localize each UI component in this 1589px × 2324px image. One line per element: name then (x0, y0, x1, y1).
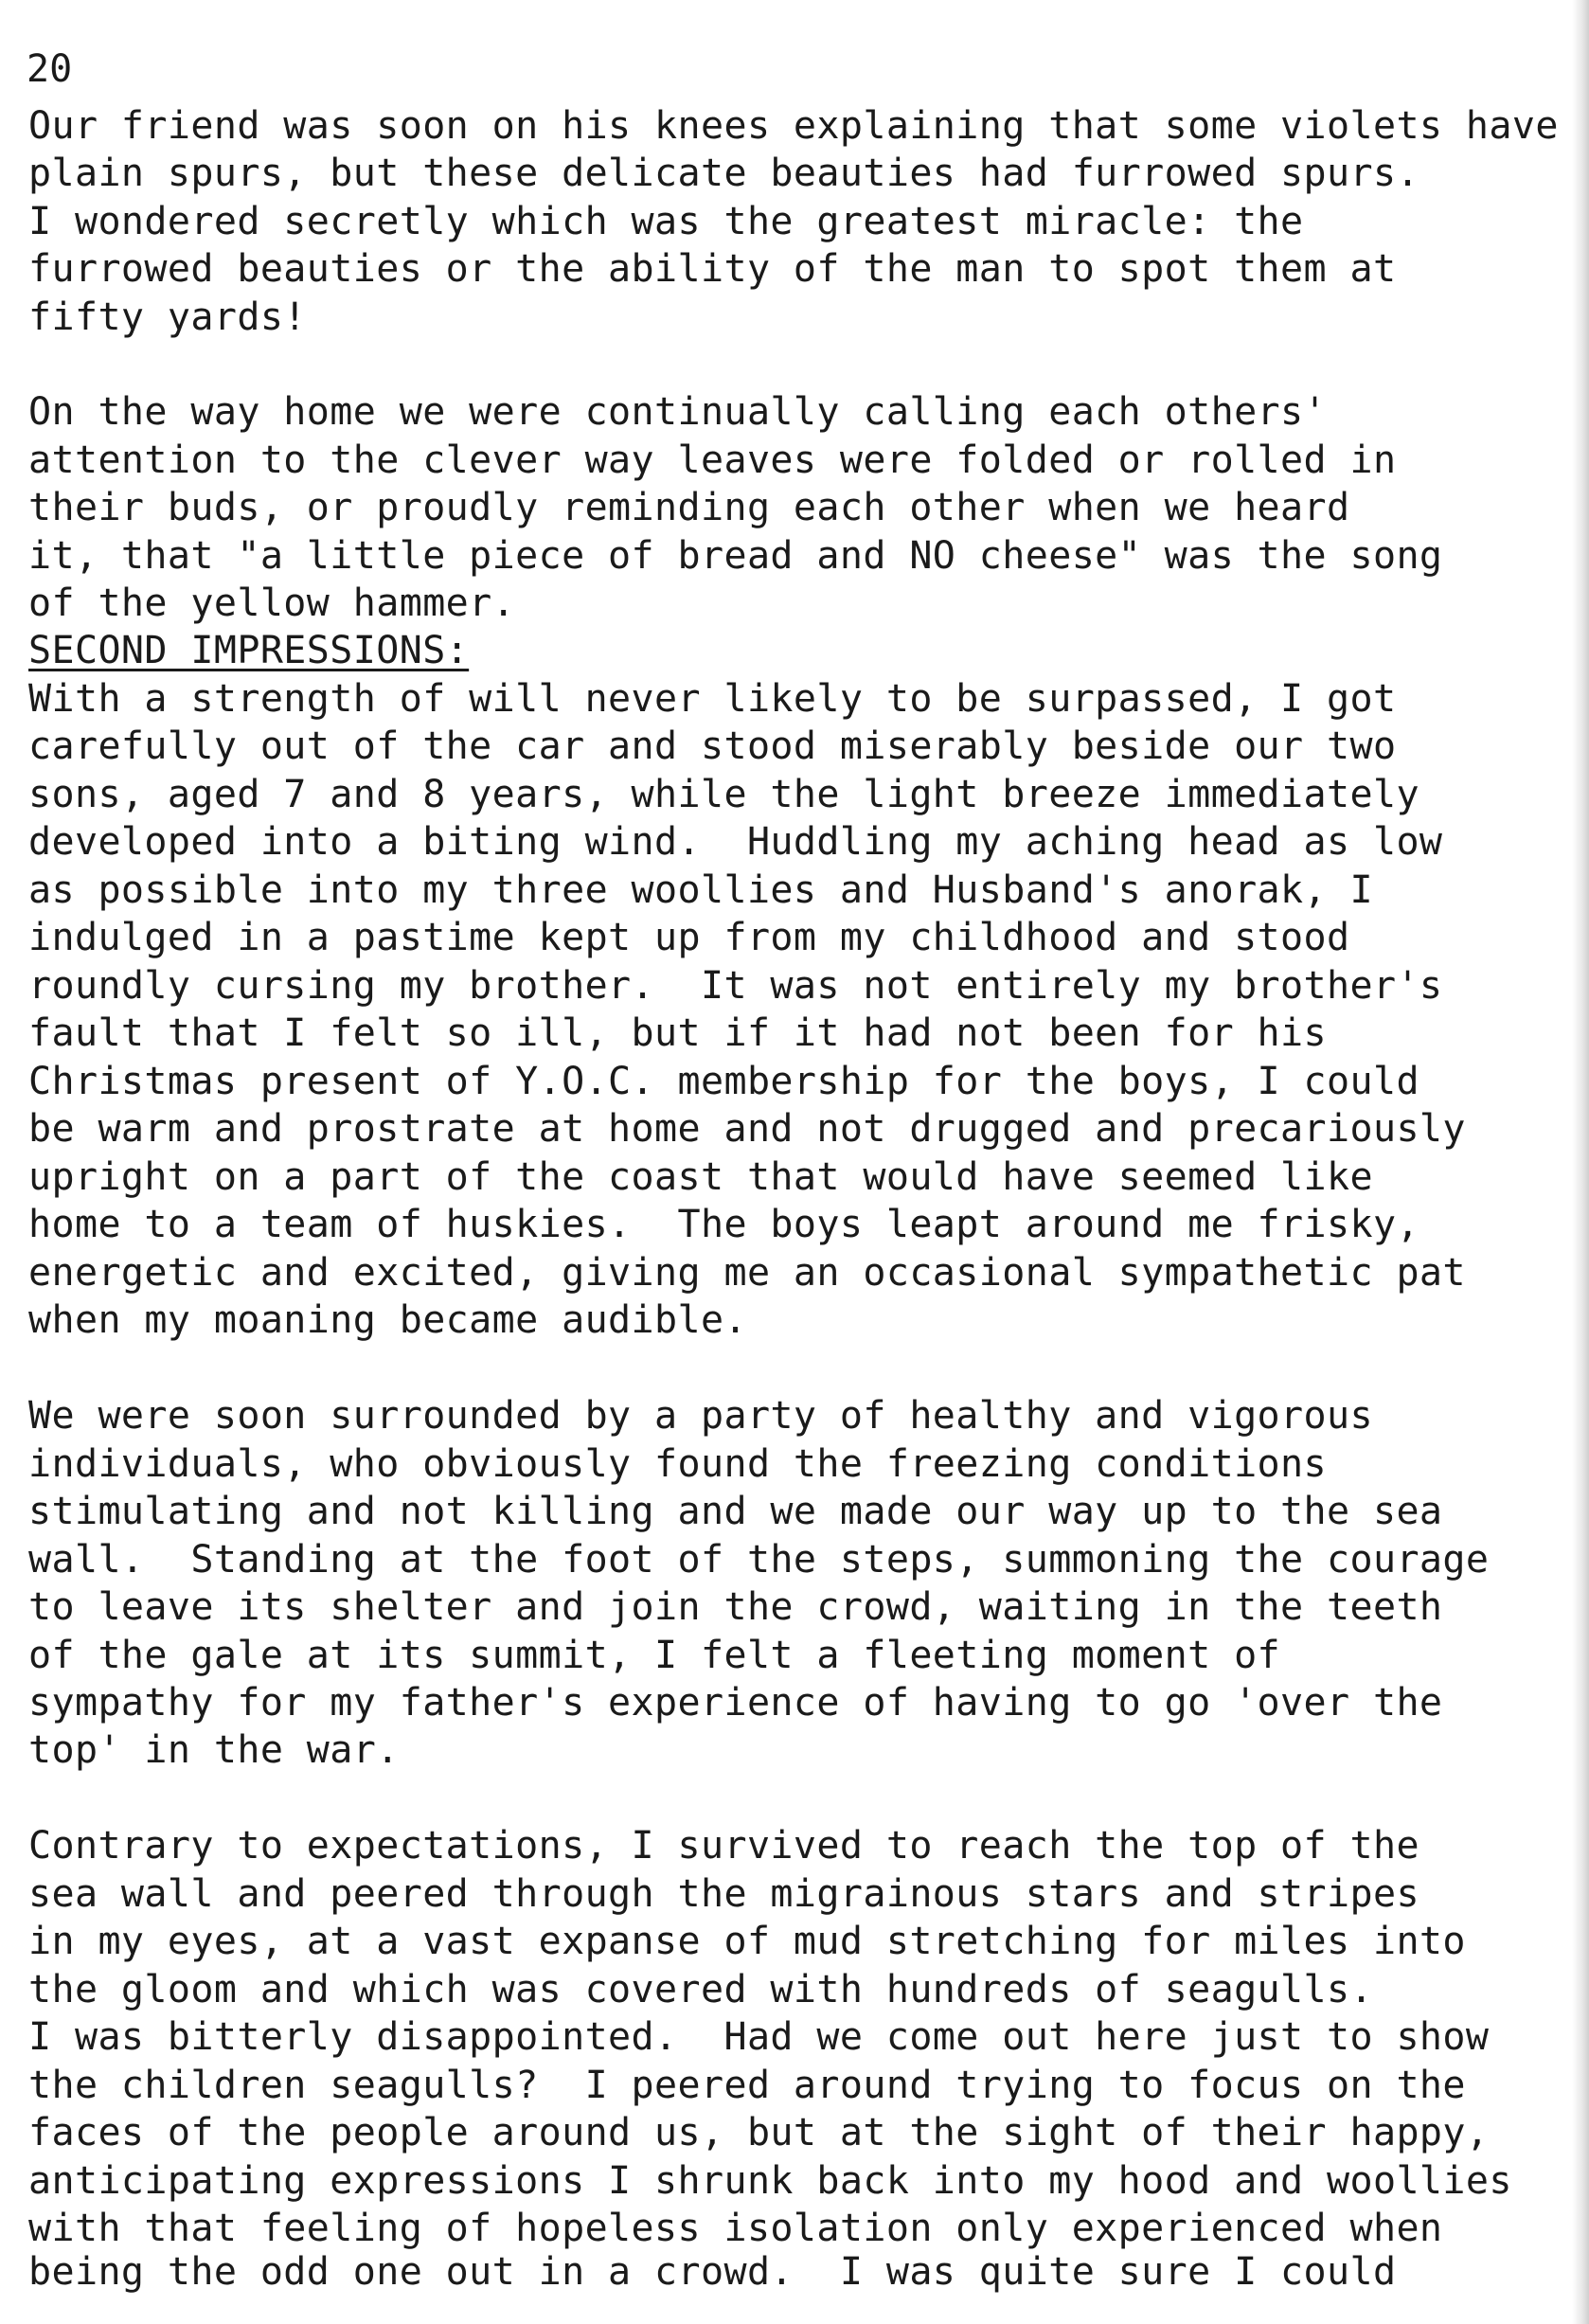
text-line: sons, aged 7 and 8 years, while the light breeze immediately (28, 773, 1419, 816)
text-line: plain spurs, but these delicate beauties had furrowed spurs. (28, 152, 1419, 195)
text-line: roundly cursing my brother. It was not entirely my brother's (28, 964, 1443, 1008)
text-line: it, that "a little piece of bread and NO cheese" was the song (28, 534, 1443, 578)
text-line: stimulating and not killing and we made our way up to the sea (28, 1490, 1443, 1533)
text-line: energetic and excited, giving me an occasional sympathetic pat (28, 1251, 1466, 1295)
text-line: Contrary to expectations, I survived to reach the top of the (28, 1824, 1419, 1868)
text-line: being the odd one out in a crowd. I was quite sure I could (28, 2250, 1397, 2294)
text-line: furrowed beauties or the ability of the man to spot them at (28, 247, 1397, 291)
text-line: anticipating expressions I shrunk back into my hood and woollies (28, 2159, 1512, 2203)
text-line: On the way home we were continually calling each others' (28, 390, 1327, 434)
text-line: wall. Standing at the foot of the steps, summoning the courage (28, 1538, 1490, 1582)
text-line: I wondered secretly which was the greatest miracle: the (28, 200, 1304, 243)
text-line: Christmas present of Y.O.C. membership for the boys, I could (28, 1060, 1419, 1103)
text-line: With a strength of will never likely to be surpassed, I got (28, 677, 1397, 721)
page-number: 20 (27, 47, 73, 91)
text-line: top' in the war. (28, 1728, 400, 1772)
text-line: developed into a biting wind. Huddling my aching head as low (28, 820, 1443, 864)
text-line: faces of the people around us, but at the sight of their happy, (28, 2111, 1490, 2154)
text-line: be warm and prostrate at home and not drugged and precariously (28, 1107, 1466, 1151)
text-line: as possible into my three woollies and Husband's anorak, I (28, 868, 1373, 912)
text-line: their buds, or proudly reminding each other when we heard (28, 486, 1350, 529)
text-line: the gloom and which was covered with hundreds of seagulls. (28, 1968, 1373, 2011)
text-line: to leave its shelter and join the crowd, waiting in the teeth (28, 1585, 1443, 1629)
text-line: carefully out of the car and stood miserably beside our two (28, 724, 1397, 768)
text-line: attention to the clever way leaves were folded or rolled in (28, 438, 1397, 482)
text-line: sea wall and peered through the migrainous stars and stripes (28, 1872, 1419, 1916)
text-line: indulged in a pastime kept up from my childhood and stood (28, 916, 1350, 959)
text-line: I was bitterly disappointed. Had we come out here just to show (28, 2015, 1490, 2059)
text-line: fifty yards! (28, 295, 307, 339)
text-line: when my moaning became audible. (28, 1298, 747, 1342)
text-line: fault that I felt so ill, but if it had not been for his (28, 1011, 1327, 1055)
text-line: sympathy for my father's experience of having to go 'over the (28, 1681, 1443, 1725)
section-heading: SECOND IMPRESSIONS: (28, 629, 470, 672)
text-line: the children seagulls? I peered around trying to focus on the (28, 2064, 1466, 2107)
text-line: individuals, who obviously found the freezing conditions (28, 1442, 1327, 1486)
text-line: in my eyes, at a vast expanse of mud stretching for miles into (28, 1920, 1466, 1963)
text-line: upright on a part of the coast that would have seemed like (28, 1155, 1373, 1199)
text-line: Our friend was soon on his knees explaining that some violets have (28, 104, 1559, 148)
page-edge-shadow (1572, 0, 1589, 2324)
text-line: of the yellow hammer. (28, 581, 516, 625)
text-line: of the gale at its summit, I felt a fleeting moment of (28, 1634, 1281, 1677)
text-line: We were soon surrounded by a party of healthy and vigorous (28, 1394, 1373, 1438)
text-line: home to a team of huskies. The boys leapt around me frisky, (28, 1203, 1419, 1246)
text-line: with that feeling of hopeless isolation only experienced when (28, 2207, 1443, 2250)
